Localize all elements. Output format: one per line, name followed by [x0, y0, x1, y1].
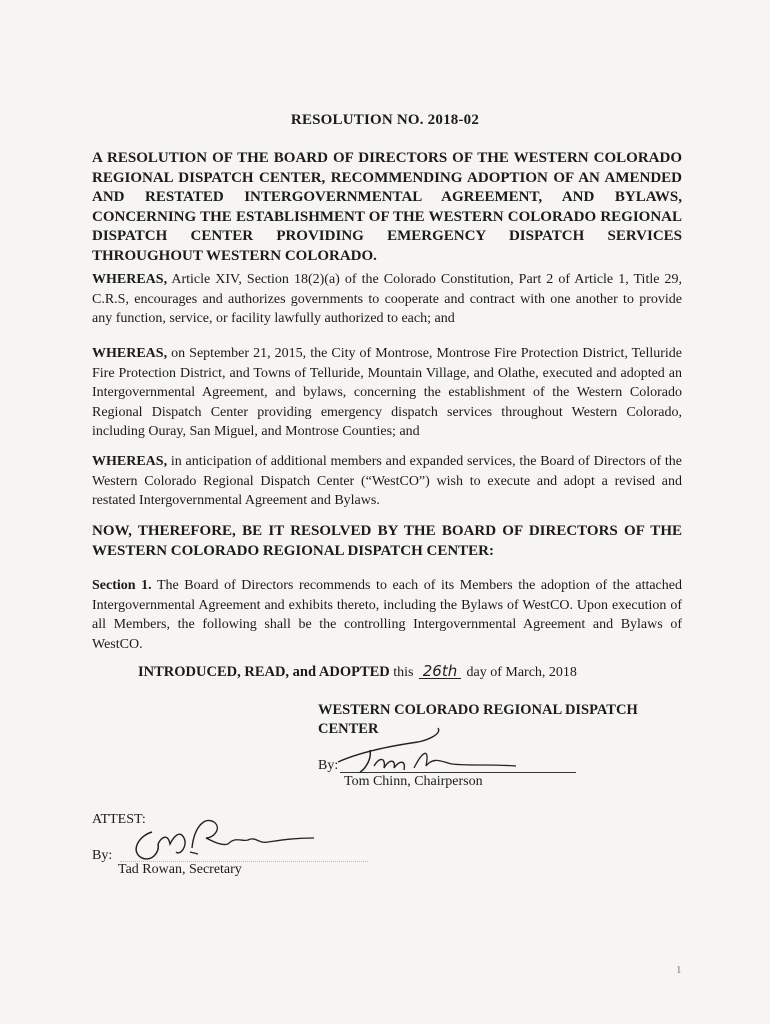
whereas-lead: WHEREAS,: [92, 272, 168, 287]
handwritten-day: 26th: [417, 662, 463, 680]
page-number: 1: [676, 964, 682, 976]
resolution-heading: A RESOLUTION OF THE BOARD OF DIRECTORS OF THE WESTERN COLORADO REGIONAL DISPATCH CENTER, RECOMMENDING ADOPTION OF AN AMENDED AND RESTATED INTERGOVERNMENTAL AGREEMENT, AND BYLAWS, CONCERNING THE ESTABLISHMENT OF THE WESTERN COLORADO REGIONAL DISPATCH CENTER PROVIDING EMERGENCY DISPATCH SERVICES THROUGHOUT WESTERN COLORADO.: [92, 150, 682, 264]
chair-signature-icon: [330, 722, 530, 778]
whereas-lead: WHEREAS,: [92, 346, 168, 361]
attest-label: ATTEST:: [92, 812, 146, 827]
section-text: The Board of Directors recommends to each of its Members the adoption of the attached Intergovernmental Agreement and exhibits thereto, including the Bylaws of WestCO. Upon execution of all Members, the following shall be the controlling Intergovernmental Agreement and Bylaws of WestCO.: [92, 578, 682, 652]
adoption-date: day of March, 2018: [463, 665, 577, 680]
whereas-paragraph-3: [92, 452, 682, 511]
whereas-paragraph-1: [92, 270, 682, 329]
by-label: By:: [318, 758, 339, 773]
secretary-signature-icon: [118, 808, 318, 868]
adoption-lead: INTRODUCED, READ, and ADOPTED: [138, 664, 390, 680]
secretary-name: Tad Rowan, Secretary: [118, 862, 242, 877]
chair-name: Tom Chinn, Chairperson: [344, 774, 483, 789]
adoption-this: this: [389, 665, 418, 680]
whereas-lead: WHEREAS,: [92, 454, 168, 469]
secretary-by-label: By:: [92, 848, 113, 863]
adoption-line: [138, 662, 577, 681]
whereas-paragraph-2: [92, 344, 682, 442]
section-lead: Section 1.: [92, 578, 152, 593]
resolution-title: RESOLUTION NO. 2018-02: [290, 112, 480, 128]
signatory-organization: WESTERN COLORADO REGIONAL DISPATCH CENTER: [318, 702, 638, 737]
section-1-paragraph: [92, 576, 682, 654]
whereas-text: on September 21, 2015, the City of Montrose, Montrose Fire Protection District, Telluride Fire Protection District, and Towns of Telluride, Mountain Village, and Olathe, executed and adopted an Intergovernmental Agreement, and bylaws, concerning the establishment of the Western Colorado Regional Dispatch Center providing emergency dispatch services throughout Western Colorado, including Ouray, San Miguel, and Montrose Counties; and: [92, 346, 682, 439]
whereas-text: in anticipation of additional members and expanded services, the Board of Directors of the Western Colorado Regional Dispatch Center (“WestCO”) wish to execute and adopt a revised and restated Intergovernmental Agreement and Bylaws.: [92, 454, 682, 508]
resolved-heading: NOW, THEREFORE, BE IT RESOLVED BY THE BOARD OF DIRECTORS OF THE WESTERN COLORADO REGIONAL DISPATCH CENTER:: [92, 523, 682, 559]
whereas-text: Article XIV, Section 18(2)(a) of the Colorado Constitution, Part 2 of Article 1, Title 29, C.R.S, encourages and authorizes governments to cooperate and contract with one another to provide any function, service, or facility lawfully authorized to each; and: [92, 272, 682, 326]
